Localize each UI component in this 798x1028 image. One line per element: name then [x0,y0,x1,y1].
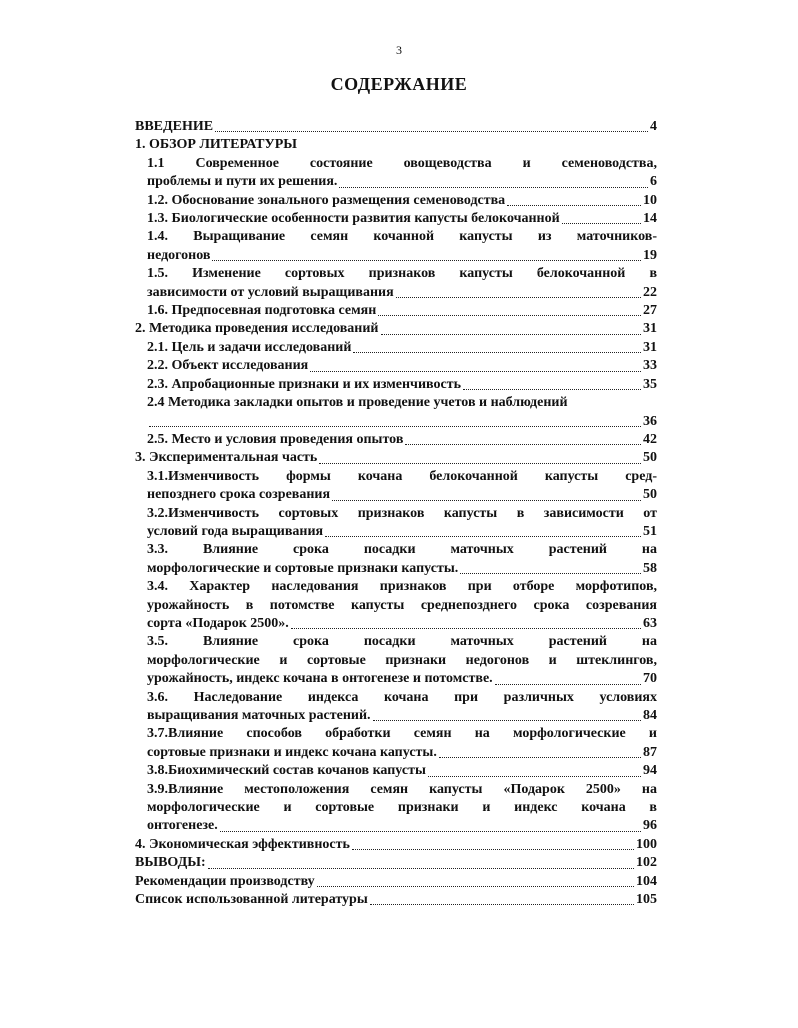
toc-entry-title: 3.8.Биохимический состав кочанов капусты [147,763,426,779]
toc-entry[interactable] [135,873,657,891]
toc-entry[interactable] [135,228,657,265]
toc-entry-text: 1.5. Изменение сортовых признаков капусты белокочанной в [147,266,657,282]
toc-page-number: 94 [643,763,657,779]
toc-page-number: 50 [643,487,657,503]
toc-page-number: 36 [643,413,657,429]
toc-entry[interactable] [135,541,657,578]
toc-entry-title: 1.3. Биологические особенности развития капусты белокочанной [147,211,560,227]
dot-leader [291,628,641,629]
toc-entry-title: сортовые признаки и индекс кочана капусты. [147,744,437,760]
toc-entry[interactable] [135,836,657,854]
page-number: 3 [396,43,402,57]
toc-entry-text: 3.9.Влияние местоположения семян капусты «Подарок 2500» на [147,781,657,797]
dot-leader [339,187,648,188]
toc-entry[interactable] [135,505,657,542]
toc-page-number: 51 [643,523,657,539]
toc-entry[interactable] [135,468,657,505]
toc-entry[interactable] [135,320,657,338]
toc-page-number: 84 [643,708,657,723]
dot-leader [562,223,641,224]
toc-entry-title: зависимости от условий выращивания [147,284,394,300]
toc-entry-title: ВЫВОДЫ: [135,855,206,871]
toc-entry-title: 2.1. Цель и задачи исследований [147,339,352,355]
toc-entry-title: 2.3. Апробационные признаки и их изменчивость [147,376,461,392]
toc-page-number: 50 [643,450,657,466]
dot-leader [215,131,648,132]
toc-page-number: 31 [643,339,657,355]
toc-entry[interactable] [135,210,657,228]
toc-page-number: 63 [643,615,657,631]
toc-entry-title: Рекомендации производству [135,873,315,889]
dot-leader [405,444,641,445]
toc-page-number: 70 [643,671,657,687]
toc-entry[interactable] [135,725,657,762]
toc-entry[interactable] [135,891,657,909]
dot-leader [220,831,641,832]
toc-page-number: 35 [643,376,657,392]
toc-entry-text: урожайность в потомстве капусты среднепозднего срока созревания [147,597,657,613]
dot-leader [428,776,641,777]
toc-entry-text: 1.1 Современное состояние овощеводства и семеноводства, [147,155,657,171]
dot-leader [507,205,641,206]
dot-leader [353,352,641,353]
toc-entry-text: морфологические и сортовые признаки недогонов и штеклингов, [147,652,657,668]
toc-entry[interactable] [135,449,657,467]
toc-page-number: 87 [643,744,657,760]
dot-leader [317,886,634,887]
toc-entry-text: 3.1.Изменчивость формы кочана белокочанной капусты сред- [147,468,657,484]
dot-leader [439,757,641,758]
toc-entry[interactable] [135,762,657,780]
dot-leader [378,315,641,316]
toc-entry[interactable] [135,302,657,320]
toc-page-number: 10 [643,192,657,208]
toc-entry-title: 3. Экспериментальная часть [135,450,318,466]
toc-page-number: 4 [650,119,657,134]
toc-page-number: 31 [643,321,657,337]
toc-entry[interactable] [135,118,657,136]
toc-entry-title: ВВЕДЕНИЕ [135,119,214,134]
toc-page-number: 27 [643,303,657,319]
toc-entry[interactable] [135,339,657,357]
dot-leader [352,849,634,850]
toc-entry[interactable] [135,265,657,302]
toc-entry-text: 3.3. Влияние срока посадки маточных растений на [147,542,657,558]
toc-entry[interactable] [135,155,657,192]
toc-entry-title: 2. Методика проведения исследований [135,321,379,337]
toc-page-number: 104 [636,873,657,889]
toc-page-number: 33 [643,358,657,374]
dot-leader [463,389,641,390]
dot-leader [370,904,634,905]
toc-entry-title: недогонов [147,247,211,263]
toc-page-number: 14 [643,211,657,227]
toc-page-number: 22 [643,284,657,300]
toc-entry[interactable] [135,578,657,633]
toc-entry[interactable] [135,376,657,394]
toc-entry-title: 2.2. Объект исследования [147,358,309,374]
dot-leader [325,536,641,537]
toc-page-number: 58 [643,560,657,576]
toc-entry-text: 3.4. Характер наследования признаков при отборе морфотипов, [147,579,657,595]
toc-entry-title: 1.6. Предпосевная подготовка семян [147,303,377,319]
toc-entry-title: Список использованной литературы [135,892,368,908]
dot-leader [208,868,634,869]
toc-page-number: 6 [650,174,657,190]
toc-entry-title: 1. ОБЗОР ЛИТЕРАТУРЫ [135,137,298,153]
toc-entry-title: непозднего срока созревания [147,487,331,503]
dot-leader [310,371,641,372]
page-title: СОДЕРЖАНИЕ [330,74,468,94]
table-of-contents [135,118,657,909]
toc-entry-text: 3.2.Изменчивость сортовых признаков капусты в зависимости от [147,505,657,521]
toc-entry[interactable] [135,689,657,726]
toc-page-number: 96 [643,818,657,834]
toc-entry-title: урожайность, индекс кочана в онтогенезе и потомстве. [147,671,493,687]
toc-entry-title: выращивания маточных растений. [147,708,371,723]
toc-entry[interactable] [135,136,657,154]
dot-leader [373,720,641,721]
dot-leader [381,334,641,335]
toc-entry[interactable] [135,394,657,431]
dot-leader [212,260,641,261]
toc-entry-title: 2.5. Место и условия проведения опытов [147,431,404,447]
dot-leader [319,463,641,464]
toc-entry-title: 4. Экономическая эффективность [135,836,350,852]
toc-entry-text: 3.7.Влияние способов обработки семян на морфологические и [147,726,657,742]
toc-entry[interactable] [135,633,657,688]
toc-entry-title: сорта «Подарок 2500». [147,615,289,631]
dot-leader [460,573,641,574]
toc-entry-title: онтогенезе. [147,818,218,834]
toc-entry-title: 1.2. Обоснование зонального размещения семеноводства [147,192,506,208]
toc-entry-title: условий года выращивания [147,523,324,539]
dot-leader [495,684,641,685]
toc-entry-title: морфологические и сортовые признаки капусты. [147,560,459,576]
toc-page-number: 19 [643,247,657,263]
toc-entry[interactable] [135,781,657,836]
toc-entry[interactable] [135,431,657,449]
toc-entry-text: морфологические и сортовые признаки и индекс кочана в [147,800,657,816]
toc-entry[interactable] [135,854,657,872]
toc-entry[interactable] [135,357,657,375]
dot-leader [149,426,641,427]
toc-entry[interactable] [135,192,657,210]
toc-page-number: 102 [636,855,657,871]
toc-entry-text: 3.6. Наследование индекса кочана при различных условиях [147,689,657,705]
toc-entry-title: проблемы и пути их решения. [147,174,338,190]
toc-page-number: 42 [643,431,657,447]
toc-entry-text: 3.5. Влияние срока посадки маточных растений на [147,634,657,650]
dot-leader [332,500,641,501]
toc-page-number: 105 [636,892,657,908]
toc-page-number: 100 [636,836,657,852]
toc-entry-text: 1.4. Выращивание семян кочанной капусты из маточников- [147,229,657,245]
dot-leader [396,297,641,298]
toc-entry-text: 2.4 Методика закладки опытов и проведение учетов и наблюдений [147,395,568,411]
